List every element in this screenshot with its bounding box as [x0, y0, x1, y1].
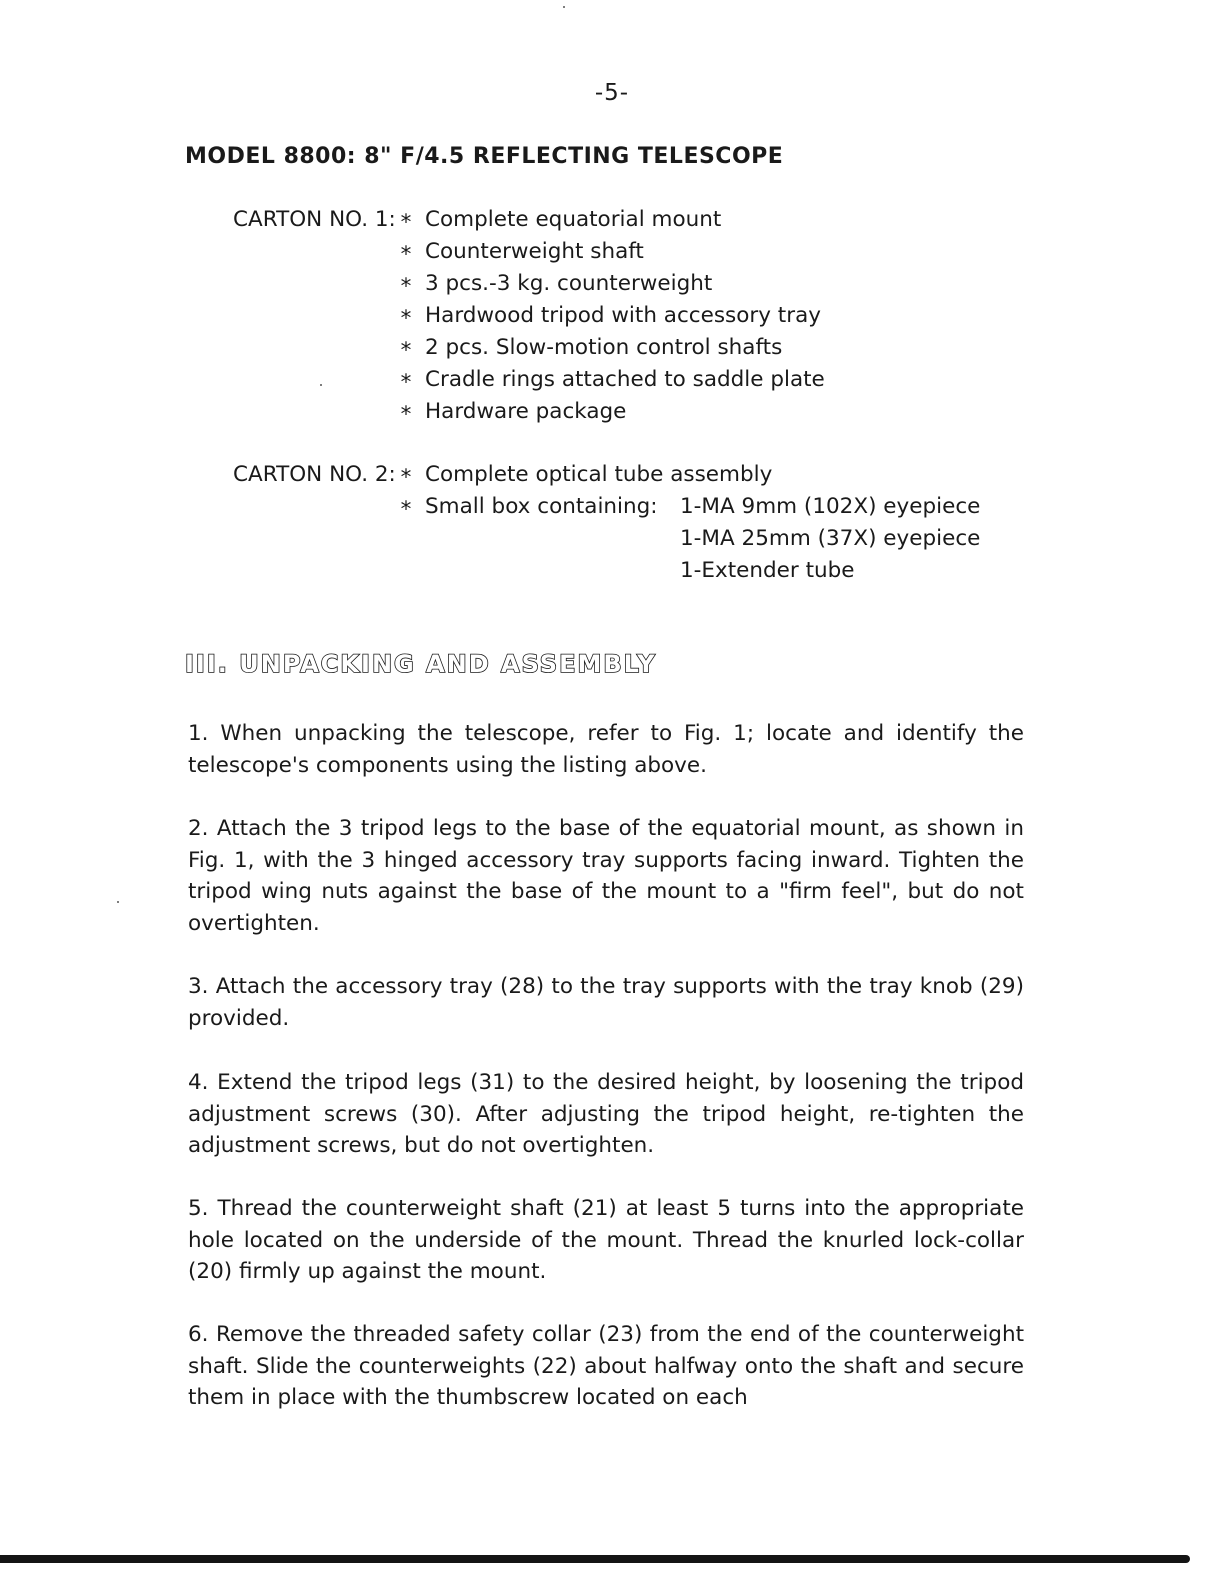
- page-number: -5-: [594, 80, 630, 106]
- carton-1-item: Counterweight shaft: [425, 239, 644, 264]
- bullet: *: [400, 338, 412, 363]
- instruction-paragraph: 3. Attach the accessory tray (28) to the tray supports with the tray knob (29) provided.: [188, 974, 1024, 1031]
- bullet: *: [400, 306, 412, 331]
- instruction-paragraph: 5. Thread the counterweight shaft (21) at least 5 turns into the appropriate hole located on the underside of the mount. Thread the knurled lock-collar (20) firmly up against the mount.: [188, 1196, 1024, 1285]
- instruction-paragraph: 1. When unpacking the telescope, refer to Fig. 1; locate and identify the telescope's components using the listing above.: [188, 721, 1024, 778]
- model-title: MODEL 8800: 8" F/4.5 REFLECTING TELESCOPE: [185, 144, 784, 169]
- scan-speck: [320, 384, 322, 386]
- carton-2-item: Complete optical tube assembly: [425, 462, 773, 487]
- instruction-paragraph: 6. Remove the threaded safety collar (23) from the end of the counterweight shaft. Slide the counterweights (22) about halfway onto the shaft and secure them in place with the thumbscrew located on each: [188, 1322, 1024, 1411]
- bullet: *: [400, 210, 412, 235]
- carton-1-item: 3 pcs.-3 kg. counterweight: [425, 271, 713, 296]
- carton-1-item: Cradle rings attached to saddle plate: [425, 367, 825, 392]
- carton-1-item: Hardware package: [425, 399, 627, 424]
- carton-1-item: Hardwood tripod with accessory tray: [425, 303, 821, 328]
- scan-speck: [117, 901, 119, 903]
- instruction-paragraph: 2. Attach the 3 tripod legs to the base of the equatorial mount, as shown in Fig. 1, with the 3 hinged accessory tray supports facing inward. Tighten the tripod wing nuts against the base of the mount to a "firm feel", but do not overtighten.: [188, 816, 1024, 936]
- scan-speck: [563, 6, 565, 8]
- bottom-rule: [0, 1555, 1190, 1563]
- bullet: *: [400, 465, 412, 490]
- carton-2-label: CARTON NO. 2:: [233, 462, 396, 487]
- bullet: *: [400, 370, 412, 395]
- bullet: *: [400, 402, 412, 427]
- box-content-item: 1-MA 9mm (102X) eyepiece: [680, 494, 981, 519]
- carton-1-item: Complete equatorial mount: [425, 207, 722, 232]
- bullet: *: [400, 242, 412, 267]
- box-content-item: 1-Extender tube: [680, 558, 855, 583]
- bullet: *: [400, 497, 412, 522]
- instruction-paragraph: 4. Extend the tripod legs (31) to the desired height, by loosening the tripod adjustment screws (30). After adjusting the tripod height, re-tighten the adjustment screws, but do not overtighten.: [188, 1070, 1024, 1159]
- section-heading: III. UNPACKING AND ASSEMBLY: [185, 650, 657, 678]
- bullet: *: [400, 274, 412, 299]
- carton-1-label: CARTON NO. 1:: [233, 207, 396, 232]
- carton-1-item: 2 pcs. Slow-motion control shafts: [425, 335, 783, 360]
- carton-2-item: Small box containing:: [425, 494, 658, 519]
- box-content-item: 1-MA 25mm (37X) eyepiece: [680, 526, 981, 551]
